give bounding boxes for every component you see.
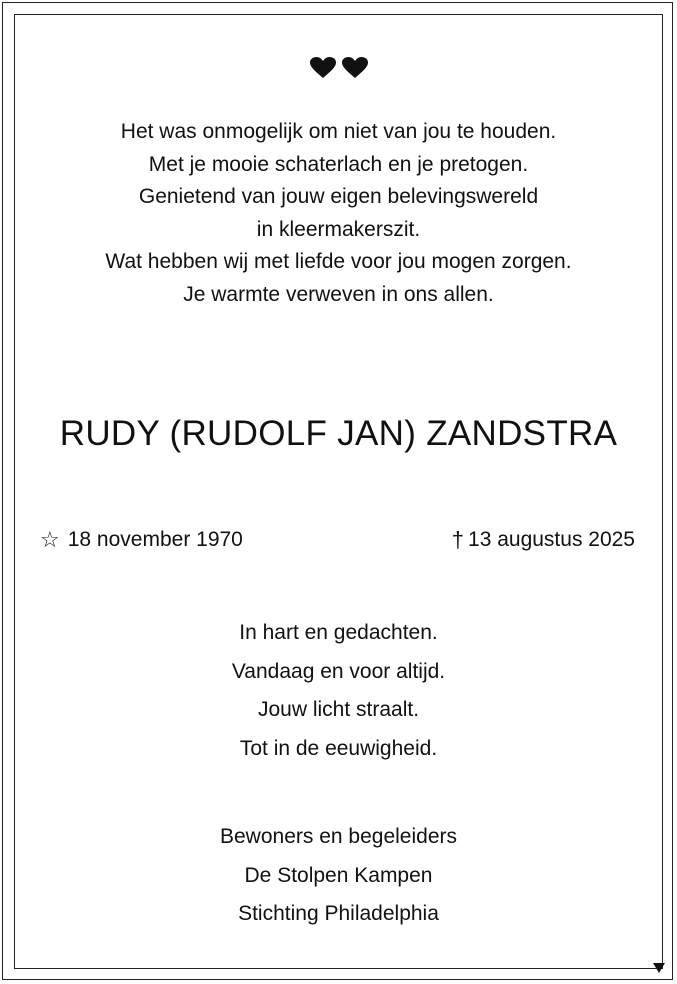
poem-line: Je warmte verweven in ons allen.: [183, 282, 494, 306]
closing-verse: [0, 614, 677, 768]
verse-line: Tot in de eeuwigheid.: [239, 736, 438, 760]
heart-icon: [342, 57, 368, 79]
poem-line: Met je mooie schaterlach en je pretogen.: [148, 152, 529, 176]
death-date-group: [452, 528, 635, 552]
signatory-line: Stichting Philadelphia: [238, 902, 439, 925]
signatory-line: De Stolpen Kampen: [244, 863, 433, 887]
signatory-line: Bewoners en begeleiders: [220, 825, 457, 848]
death-date: 13 augustus 2025: [468, 528, 635, 551]
verse-line: Jouw licht straalt.: [257, 698, 420, 721]
poem-line: Het was onmogelijk om niet van jou te houden.: [120, 120, 557, 143]
verse-line: Vandaag en voor altijd.: [231, 659, 446, 683]
life-dates: [0, 528, 677, 560]
poem-line: Wat hebben wij met liefde voor jou mogen zorgen.: [105, 250, 572, 273]
birth-date: 18 november 1970: [67, 528, 243, 551]
hearts-ornament: [0, 57, 677, 79]
cross-icon: †: [451, 527, 465, 552]
birth-date-group: [40, 528, 243, 552]
signatories: [0, 818, 677, 934]
verse-line: In hart en gedachten.: [239, 621, 438, 644]
opening-poem: [0, 116, 677, 311]
heart-icon: [310, 57, 336, 79]
scroll-down-arrow-icon[interactable]: [652, 962, 666, 974]
poem-line: Genietend van jouw eigen belevingswereld: [138, 185, 539, 208]
star-icon: ☆: [40, 527, 60, 552]
poem-line: in kleermakerszit.: [256, 217, 421, 241]
deceased-name: RUDY (RUDOLF JAN) ZANDSTRA: [59, 414, 618, 453]
